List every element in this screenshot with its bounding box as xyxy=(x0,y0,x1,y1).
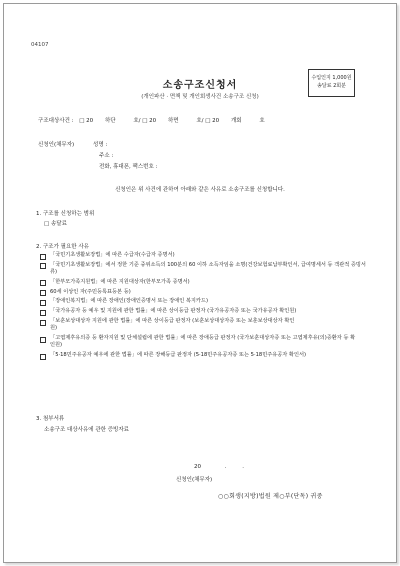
reason-item[interactable]: 「장애인복지법」에 따른 장애인(장애인증명서 또는 장애인 복지카드) xyxy=(40,298,380,306)
case-discharge-checkbox[interactable]: 호/ □ 20 xyxy=(133,118,157,124)
checkbox-icon[interactable] xyxy=(40,263,46,269)
case-label: 구조대상사건 : xyxy=(38,118,74,124)
filing-date xyxy=(194,464,244,470)
reason-item[interactable]: 「보훈보상대상자 지원에 관한 법률」에 따른 상이등급 판정자 (보훈보상대상자증 또는 보훈보상대상자 확인원) xyxy=(40,318,380,333)
checkbox-icon[interactable] xyxy=(40,300,46,306)
reason-item[interactable]: 「국가유공자 등 예우 및 지원에 관한 법률」에 따른 상이등급 판정자 (국가유공자증 또는 국가유공자 확인원) xyxy=(40,308,380,316)
stamp-fee-line: 수입인지 1,000원 xyxy=(311,75,352,82)
reason-item[interactable]: 「고엽제후유의증 등 환자지원 및 단체설립에 관한 법률」에 따른 장애등급 판정자 (국가보훈대상자증 또는 고엽제후유(의)증환자 등 확인원) xyxy=(40,335,380,350)
case-number-row xyxy=(38,116,269,124)
case-discharge-type: 하면 xyxy=(167,118,179,124)
reason-item[interactable]: 「한부모가족지원법」에 따른 지원대상자(한부모가족 증명서) xyxy=(40,279,380,287)
case-bankruptcy-type: 하단 xyxy=(104,118,116,124)
date-month: . xyxy=(224,464,227,470)
checkbox-icon[interactable] xyxy=(40,280,46,286)
document-title: 소송구조신청서 xyxy=(162,80,238,91)
case-number-suffix: 호 xyxy=(259,118,265,124)
form-number: 04107 xyxy=(31,42,49,48)
reason-list xyxy=(40,252,380,362)
reason-item[interactable]: 「국민기초생활보장법」에 따른 수급자(수급자 증명서) xyxy=(40,252,380,260)
checkbox-icon[interactable] xyxy=(40,320,46,326)
section1-postage-checkbox[interactable]: □ 송달료 xyxy=(44,221,67,227)
case-rehab-checkbox[interactable]: 호/ □ 20 xyxy=(196,118,220,124)
case-bankruptcy-checkbox[interactable]: □ 20 xyxy=(79,118,94,124)
case-rehab-type: 개회 xyxy=(230,118,242,124)
applicant-address-field[interactable]: 주소 : xyxy=(99,153,114,159)
section3-attachment: 소송구조 대상사유에 관한 증빙자료 xyxy=(44,427,129,433)
revenue-stamp-box xyxy=(308,69,355,97)
checkbox-icon[interactable] xyxy=(40,337,46,343)
document-page xyxy=(3,3,397,563)
applicant-label: 신청인(채무자) xyxy=(38,142,75,148)
declaration-text: 신청인은 위 사건에 관하여 아래와 같은 사유로 소송구조를 신청합니다. xyxy=(115,187,285,193)
court-addressee: ○○회생(지방)법원 제○부(단독) 귀중 xyxy=(218,493,323,500)
checkbox-icon[interactable] xyxy=(40,290,46,296)
section1-heading: 1. 구조를 신청하는 범위 xyxy=(36,211,95,217)
reason-item[interactable]: 「국민기초생활보장법」에서 정한 기준 중위소득의 100분의 60 이하 소득자임을 소명(건강보험료납부확인서, 급여명세서 등 객관적 증빙서류) xyxy=(40,262,380,277)
date-year: 20 xyxy=(194,464,201,470)
applicant-name-field[interactable]: 성명 : xyxy=(93,142,108,148)
section3-heading: 3. 첨부서류 xyxy=(36,416,65,422)
applicant-fields xyxy=(93,140,157,173)
reason-item[interactable]: 「5·18민주유공자 예우에 관한 법률」에 따른 장해등급 판정자 (5·18민주유공자증 또는 5·18민주유공자 확인서) xyxy=(40,352,380,360)
applicant-phone-field[interactable]: 전화, 휴대폰, 팩스번호 : xyxy=(99,164,158,170)
reason-item[interactable]: 60세 이상인 자(주민등록표등본 등) xyxy=(40,289,380,297)
checkbox-icon[interactable] xyxy=(40,254,46,260)
document-subtitle: (개인파산 · 면책 및 개인회생사건 소송구조 신청) xyxy=(141,94,259,100)
date-day: . xyxy=(242,464,244,470)
checkbox-icon[interactable] xyxy=(40,310,46,316)
stamp-postage-line: 송달료 2회분 xyxy=(317,83,346,89)
signature-label: 신청인(채무자) xyxy=(176,477,213,483)
section2-heading: 2. 구조가 필요한 사유 xyxy=(36,244,89,250)
checkbox-icon[interactable] xyxy=(40,354,46,360)
